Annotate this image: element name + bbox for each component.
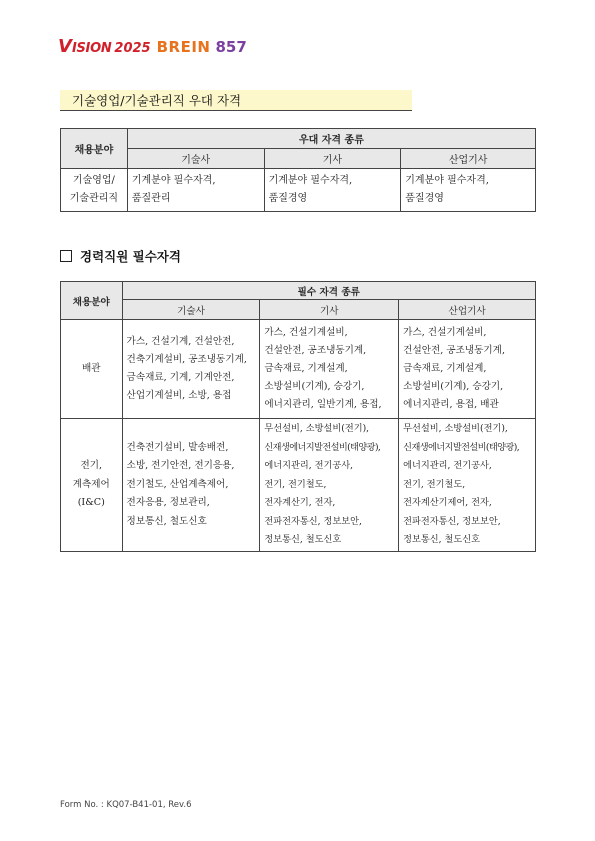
cell-line: 전파전자통신, 정보보안,: [403, 515, 501, 527]
cell-line: 가스, 건설기계설비,: [403, 327, 487, 338]
table-row: [61, 419, 536, 552]
cell-line: 소방설비(기계), 승강기,: [403, 381, 504, 392]
cell-line: 정보통신, 철도신호: [403, 534, 481, 546]
t2-col-sanupgisa: 산업기사: [399, 300, 536, 320]
cell-line: 무선설비, 소방설비(전기),: [264, 423, 370, 435]
cell-line: 소방, 전기안전, 전기응용,: [126, 460, 235, 472]
t1-field-line: 기술관리직: [69, 193, 119, 204]
t2-field-electric: [61, 419, 123, 552]
t1-cell-sanupgisa: [401, 169, 536, 212]
cell-line: 소방설비(기계), 승강기,: [264, 381, 365, 392]
t2-header-field: 채용분야: [61, 282, 123, 320]
t1-cell-gisulsa: [127, 169, 264, 212]
cell-line: 전자응용, 정보관리,: [126, 497, 210, 509]
t1-field-cell: [61, 169, 128, 212]
cell-line: 무선설비, 소방설비(전기),: [403, 423, 508, 435]
cell-line: 전기, 전기철도,: [264, 478, 327, 490]
cell-line: 신재생에너지발전설비(태양광),: [403, 441, 520, 453]
t2-electric-gisa: [260, 419, 399, 552]
cell-line: 가스, 건설기계설비,: [264, 327, 348, 338]
section1-title: 기술영업/기술관리직 우대 자격: [60, 90, 412, 111]
t2-header-group: 필수 자격 종류: [122, 282, 535, 300]
cell-line: 전자계산기제어, 전자,: [403, 497, 492, 509]
t2-col-gisulsa: 기술사: [122, 300, 260, 320]
section2-heading: [60, 247, 181, 265]
cell-line: 에너지관리, 용접, 배관: [403, 399, 499, 410]
cell-line: 건축전기설비, 발송배전,: [126, 441, 229, 453]
cell-line: 전자계산기, 전자,: [264, 497, 336, 509]
t1-col-sanupgisa: 산업기사: [401, 149, 536, 169]
preferred-qualifications-table: [60, 128, 536, 212]
t1-field-line: 기술영업/: [72, 175, 115, 186]
t1-header-group: 우대 자격 종류: [127, 129, 535, 149]
cell-line: 품질경영: [268, 193, 308, 204]
t2-piping-gisulsa: [122, 320, 260, 419]
cell-line: 정보통신, 철도신호: [264, 534, 342, 546]
cell-line: 신재생에너지발전설비(태양광),: [264, 441, 381, 453]
cell-line: 기계분야 필수자격,: [405, 175, 489, 186]
cell-line: 기계분야 필수자격,: [131, 175, 216, 186]
logo-vision: ISION: [71, 41, 112, 56]
logo-year: 2025: [114, 41, 151, 56]
logo-v: V: [58, 36, 72, 57]
cell-line: 에너지관리, 전기공사,: [403, 460, 492, 472]
table-row: [61, 320, 536, 419]
t1-col-gisa: 기사: [264, 149, 401, 169]
t2-field-piping: [61, 320, 123, 419]
cell-line: 금속재료, 기계, 기계안전,: [126, 372, 235, 383]
t2-piping-gisa: [260, 320, 399, 419]
cell-line: 품질관리: [131, 193, 171, 204]
cell-line: 건설안전, 공조냉동기계,: [403, 345, 505, 356]
cell-line: 품질경영: [405, 193, 444, 204]
cell-line: 가스, 건설기계, 건설안전,: [126, 336, 235, 347]
t2-electric-sanupgisa: [399, 419, 536, 552]
cell-line: 건축기계설비, 공조냉동기계,: [126, 354, 247, 365]
logo-brein: BREIN: [156, 38, 211, 56]
t2-electric-gisulsa: [122, 419, 260, 552]
t1-col-gisulsa: 기술사: [127, 149, 264, 169]
cell-line: 전파전자통신, 정보보안,: [264, 515, 362, 527]
cell-line: 금속재료, 기계설계,: [264, 363, 348, 374]
t1-header-field: 채용분야: [61, 129, 128, 169]
section2-title: 경력직원 필수자격: [80, 249, 181, 264]
cell-line: 산업기계설비, 소방, 용접: [126, 390, 232, 401]
cell-line: 에너지관리, 전기공사,: [264, 460, 354, 472]
cell-line: 전기, 전기철도,: [403, 478, 466, 490]
field-line: 배관: [82, 363, 101, 374]
cell-line: 금속재료, 기계설계,: [403, 363, 487, 374]
field-line: (I&C): [77, 497, 105, 509]
required-qualifications-table: [60, 281, 536, 552]
cell-line: 건설안전, 공조냉동기계,: [264, 345, 367, 356]
company-logo: [58, 36, 247, 56]
t2-col-gisa: 기사: [260, 300, 399, 320]
t1-cell-gisa: [264, 169, 401, 212]
cell-line: 정보통신, 철도신호: [126, 515, 207, 527]
cell-line: 에너지관리, 일반기계, 용접,: [264, 399, 382, 410]
cell-line: 전기철도, 산업계측제어,: [126, 478, 229, 490]
t2-piping-sanupgisa: [399, 320, 536, 419]
cell-line: 기계분야 필수자격,: [268, 175, 353, 186]
logo-number: 857: [215, 38, 247, 56]
checkbox-square-icon: [60, 250, 72, 262]
field-line: 계측제어: [72, 478, 110, 490]
table-row: [61, 169, 536, 212]
form-number: Form No. : KQ07-B41-01, Rev.6: [60, 800, 192, 810]
field-line: 전기,: [80, 460, 103, 472]
